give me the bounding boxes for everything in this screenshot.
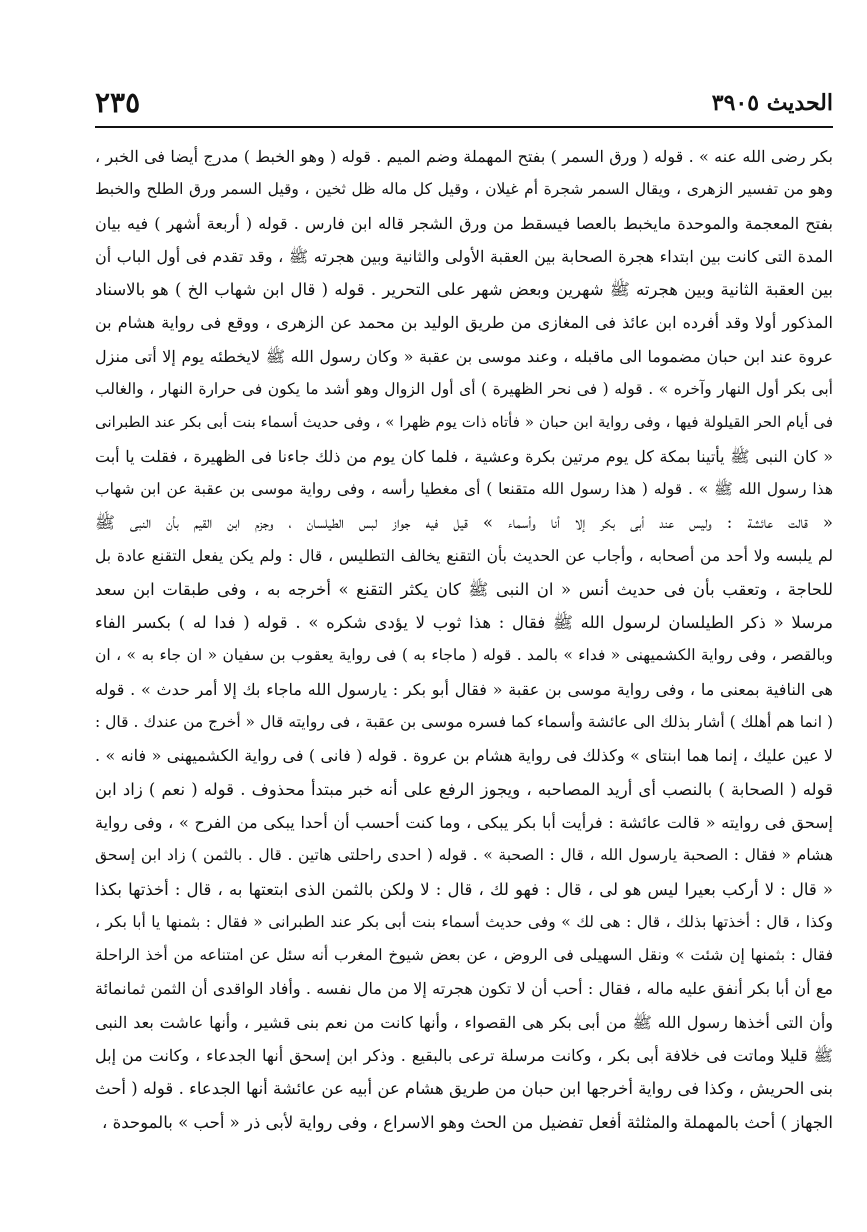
text-line: بكر رضى الله عنه » . قوله ( ورق السمر ) بفتح المهملة وضم الميم . قوله ( وهو الخبط ) مدرج أيضا فى الخبر ، xyxy=(95,147,833,166)
text-line: إسحق فى روايته « قالت عائشة : فرأيت أبا بكر يبكى ، وما كنت أحسب أن أحدا يبكى من الفرح » ، وفى رواية xyxy=(95,812,833,832)
text-line: مع أن أبا بكر أنفق عليه ماله ، فقال : أحب أن لا تكون هجرته إلا من مال نفسه . وأفاد الواقدى أن الثمن ثمانمائة xyxy=(95,979,833,999)
text-line: أبى بكر أول النهار وآخره » . قوله ( فى نحر الظهيرة ) أى أول الزوال وهو أشد ما يكون فى حرارة النهار ، والغالب xyxy=(95,380,833,399)
text-line: فى أيام الحر القيلولة فيها ، وفى رواية ابن حبان « فأتاه ذات يوم ظهرا » ، وفى حديث أسماء بنت أبى بكر عند الطبرانى xyxy=(95,413,833,432)
text-line: المذكور أولا وقد أفرده ابن عائذ فى المغازى من طريق الوليد بن محمد عن الزهرى ، ووقع فى رواية هشام بن xyxy=(95,313,833,333)
text-line: هى النافية بمعنى ما ، وفى رواية موسى بن عقبة « فقال أبو بكر : يارسول الله ماجاء بك إلا أمر حدث » . قوله xyxy=(95,679,833,699)
page-number: ٢٣٥ xyxy=(95,86,141,119)
text-line: ( انما هم أهلك ) أشار بذلك الى عائشة وأسماء كما فسره موسى بن عقبة ، فى روايته قال « أخرج من عندك . قال : xyxy=(95,713,833,732)
text-line: فقال : بثمنها إن شئت » ونقل السهيلى فى الروض ، عن بعض شيوخ المغرب أنه سئل عن امتناعه من أخذ الراحلة xyxy=(95,946,833,965)
text-line: ﷺ قليلا وماتت فى خلافة أبى بكر ، وكانت مرسلة ترعى بالبقيع . وذكر ابن إسحق أنها الجدعاء ، وكانت من إبل xyxy=(95,1046,833,1066)
text-line: « قال : لا أركب بعيرا ليس هو لى ، قال : فهو لك ، قال : لا ولكن بالثمن الذى ابتعتها به ، قال : أخذتها بكذا xyxy=(95,879,833,899)
text-line: لا عين عليك ، إنما هما ابنتاى » وكذلك فى رواية هشام بن عروة . قوله ( فانى ) فى رواية الكشميهنى « فانه » . xyxy=(95,746,833,766)
text-line: لم يلبسه ولا أحد من أصحابه ، وأجاب عن الحديث بأن التقنع يخالف التطليس ، قال : ولم يكن يفعل التقنع عادة بل xyxy=(95,546,833,565)
text-line: وأن التى أخذها رسول الله ﷺ من أبى بكر هى القصواء ، وأنها كانت من نعم بنى قشير ، وأنها عاشت بعد النبى xyxy=(95,1012,833,1032)
text-line: بين العقبة الثانية وبين هجرته ﷺ شهرين وبعض شهر على التحرير . قوله ( قال ابن شهاب الخ ) هو بالاسناد xyxy=(95,280,833,300)
page-header xyxy=(95,86,833,124)
text-line: وبالقصر ، وفى رواية الكشميهنى « فداء » بالمد . قوله ( ماجاء به ) فى رواية يعقوب بن سفيان « ان جاء به » ، ان xyxy=(95,646,833,665)
text-line: الجهاز ) أحث بالمهملة والمثلثة أفعل تفضيل من الحث وهو الاسراع ، وفى رواية لأبى ذر « أحب » بالموحدة ، xyxy=(102,1112,833,1132)
text-line: قوله ( الصحابة ) بالنصب أى أريد المصاحبه ، ويجوز الرفع على أنه خبر مبتدأ محذوف . قوله ( نعم ) زاد ابن xyxy=(95,779,833,799)
text-line: وكذا ، قال : أخذتها بذلك ، قال : هى لك » وفى حديث أسماء بنت أبى بكر عند الطبرانى « فقال : بثمنها يا أبا بكر ، xyxy=(95,912,833,931)
running-title: الحديث ٣٩٠٥ xyxy=(711,90,833,116)
text-line: هذا رسول الله ﷺ » . قوله ( هذا رسول الله متقنعا ) أى مغطيا رأسه ، وفى رواية موسى بن عقبة عن ابن شهاب xyxy=(95,479,833,498)
body-text xyxy=(95,140,833,1139)
text-line: مرسلا « ذكر الطيلسان لرسول الله ﷺ فقال : هذا ثوب لا يؤدى شكره » . قوله ( فدا له ) بكسر الفاء xyxy=(95,613,833,633)
text-line: بنى الحريش ، وكذا فى رواية أخرجها ابن حبان من طريق هشام عن أبيه عن عائشة أنها الجدعاء . قوله ( أحث xyxy=(95,1079,833,1099)
text-line: المدة التى كانت بين ابتداء هجرة الصحابة بين العقبة الأولى والثانية وبين هجرته ﷺ ، وقد تقدم فى أول الباب أن xyxy=(95,246,833,266)
text-line: وهو من تفسير الزهرى ، ويقال السمر شجرة أم غيلان ، وقيل كل ماله ظل ثخين ، وقيل السمر ورق الطلح والخبط xyxy=(95,180,833,199)
header-rule xyxy=(95,126,833,128)
text-line: « قالت عائشة : وليس عند أبى بكر إلا أنا وأسماء » قيل فيه جواز لبس الطيلسان ، وجزم ابن القيم بأن النبى ﷺ xyxy=(95,513,833,533)
text-line: هشام « فقال : الصحبة يارسول الله ، قال : الصحبة » . قوله ( احدى راحلتى هاتين . قال . بالثمن ) زاد ابن إسحق xyxy=(95,846,833,865)
text-line: للحاجة ، وتعقب بأن فى حديث أنس « ان النبى ﷺ كان يكثر التقنع » أخرجه به ، وفى طبقات ابن سعد xyxy=(95,579,833,599)
text-line: عروة عند ابن حبان مضموما الى ماقبله ، وعند موسى بن عقبة « وكان رسول الله ﷺ لايخطئه يوم إلا أتى منزل xyxy=(95,346,833,366)
text-line: بفتح المعجمة والموحدة مايخبط بالعصا فيسقط من ورق الشجر قاله ابن فارس . قوله ( أربعة أشهر ) فيه بيان xyxy=(95,213,833,233)
text-line: « كان النبى ﷺ يأتينا بمكة كل يوم مرتين بكرة وعشية ، فلما كان يوم من ذلك جاءنا فى الظهيرة ، فقلت يا أبت xyxy=(95,446,833,466)
